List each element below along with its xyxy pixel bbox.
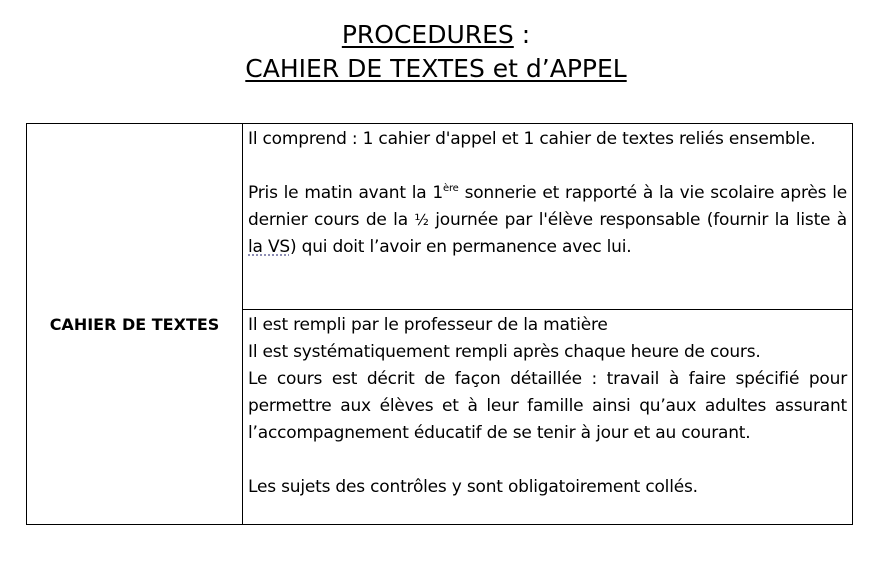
paragraph-cours-decrit: Le cours est décrit de façon détaillée : travail à faire spécifié pour permettre aux élèves et à leur famille ainsi qu’aux adultes assurant l’accompagnement éducatif de se tenir à jour et au courant. — [248, 369, 847, 444]
vs-abbreviation: la VS — [248, 237, 290, 257]
paragraph-pris-le-matin — [248, 180, 847, 261]
text-segment: ) qui doit l’avoir en permanence avec lui. — [289, 237, 632, 257]
line-systematiquement: Il est systématiquement rempli après chaque heure de cours. — [248, 342, 761, 363]
procedure-table — [26, 123, 853, 525]
document-title — [0, 18, 872, 86]
paragraph-comprend: Il comprend : 1 cahier d'appel et 1 cahier de textes reliés ensemble. — [248, 129, 816, 149]
paragraph-gap — [248, 447, 847, 474]
text-segment: Pris le matin avant la 1 — [248, 183, 444, 203]
title-line-1 — [0, 18, 872, 52]
table-row-top — [27, 124, 853, 310]
title-procedures: PROCEDURES — [341, 20, 514, 49]
line-rempli-par: Il est rempli par le professeur de la matière — [248, 315, 608, 336]
text-segment: journée par l'élève responsable (fournir la liste à — [428, 210, 847, 230]
fraction-half: ½ — [414, 211, 429, 229]
content-cell-top — [243, 124, 853, 310]
row-label-cell — [27, 124, 243, 525]
text-segment: sonnerie et rapporté à la vie scolaire après le dernier cours de la — [248, 183, 848, 230]
title-line-2 — [0, 52, 872, 86]
title-colon: : — [513, 20, 531, 49]
superscript-ere: ère — [443, 183, 459, 194]
paragraph-sujets-controles: Les sujets des contrôles y sont obligatoirement collés. — [248, 477, 698, 498]
content-cell-bottom — [243, 310, 853, 525]
row-label: CAHIER DE TEXTES — [49, 314, 220, 334]
paragraph-gap — [248, 153, 847, 180]
title-cahier: CAHIER DE TEXTES et d’APPEL — [245, 54, 627, 83]
